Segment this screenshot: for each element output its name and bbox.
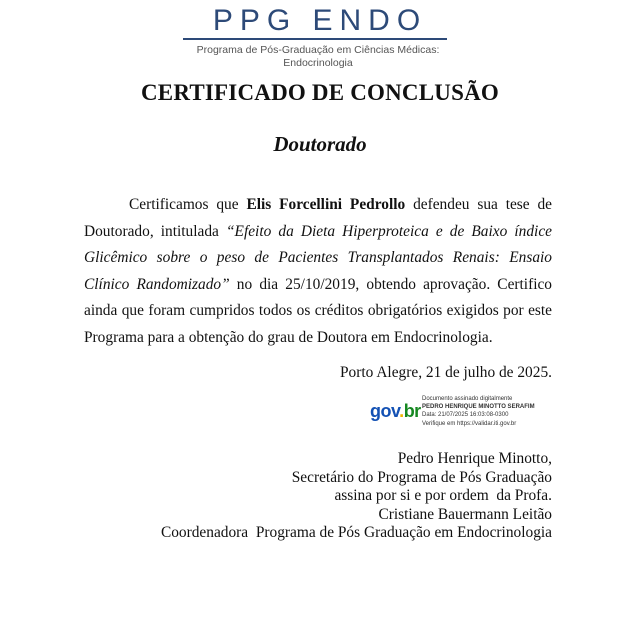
signature-block — [161, 450, 552, 543]
signer-role: Secretário do Programa de Pós Graduação — [291, 468, 552, 486]
signature-signer: PEDRO HENRIQUE MINOTTO SERAFIM — [422, 404, 535, 411]
body-end: no dia 25/10/2019, obtendo aprovação. Certifico ainda que foram cumpridos todos os créditos obrigatórios exigidos por este Programa para a obtenção do grau de Doutora em Endocrinologia. — [84, 275, 553, 346]
logo-title: PPG ENDO — [212, 4, 428, 37]
certificate-title: CERTIFICADO DE CONCLUSÃO — [141, 80, 499, 105]
certificate-subtitle: Doutorado — [273, 132, 367, 156]
thesis-title: “Efeito da Dieta Hiperproteica e de Baixo índice Glicêmico sobre o peso de Pacientes Transplantados Renais: Ensaio Clínico Randomizado” — [84, 222, 552, 293]
govbr-logo: gov.br — [370, 401, 421, 421]
signature-notice: Documento assinado digitalmente — [422, 396, 513, 402]
signer-authority: assina por si e por ordem da Profa. — [334, 487, 552, 504]
program-logo — [183, 6, 453, 70]
body-middle: defendeu sua tese de Doutorado, intitulada — [84, 196, 553, 240]
signature-date: Data: 21/07/2025 16:03:08-0300 — [422, 412, 509, 419]
place-date: Porto Alegre, 21 de julho de 2025. — [339, 364, 552, 381]
coordinator-name: Cristiane Bauermann Leitão — [378, 505, 552, 523]
recipient-name: Elis Forcellini Pedrollo — [246, 196, 406, 213]
body-intro: Certificamos que — [129, 196, 247, 213]
logo-divider — [183, 38, 447, 40]
signature-verify-link: Verifique em https://validar.iti.gov.br — [422, 420, 517, 427]
logo-subtitle-line2: Endocrinologia — [283, 57, 353, 69]
certificate-body — [84, 192, 552, 351]
signature-details — [422, 395, 535, 428]
logo-subtitle-line1: Programa de Pós-Graduação em Ciências Médicas: — [196, 44, 440, 56]
digital-signature-stamp — [370, 395, 550, 435]
signer-name: Pedro Henrique Minotto, — [397, 450, 552, 467]
coordinator-role: Coordenadora Programa de Pós Graduação em Endocrinologia — [160, 524, 552, 541]
